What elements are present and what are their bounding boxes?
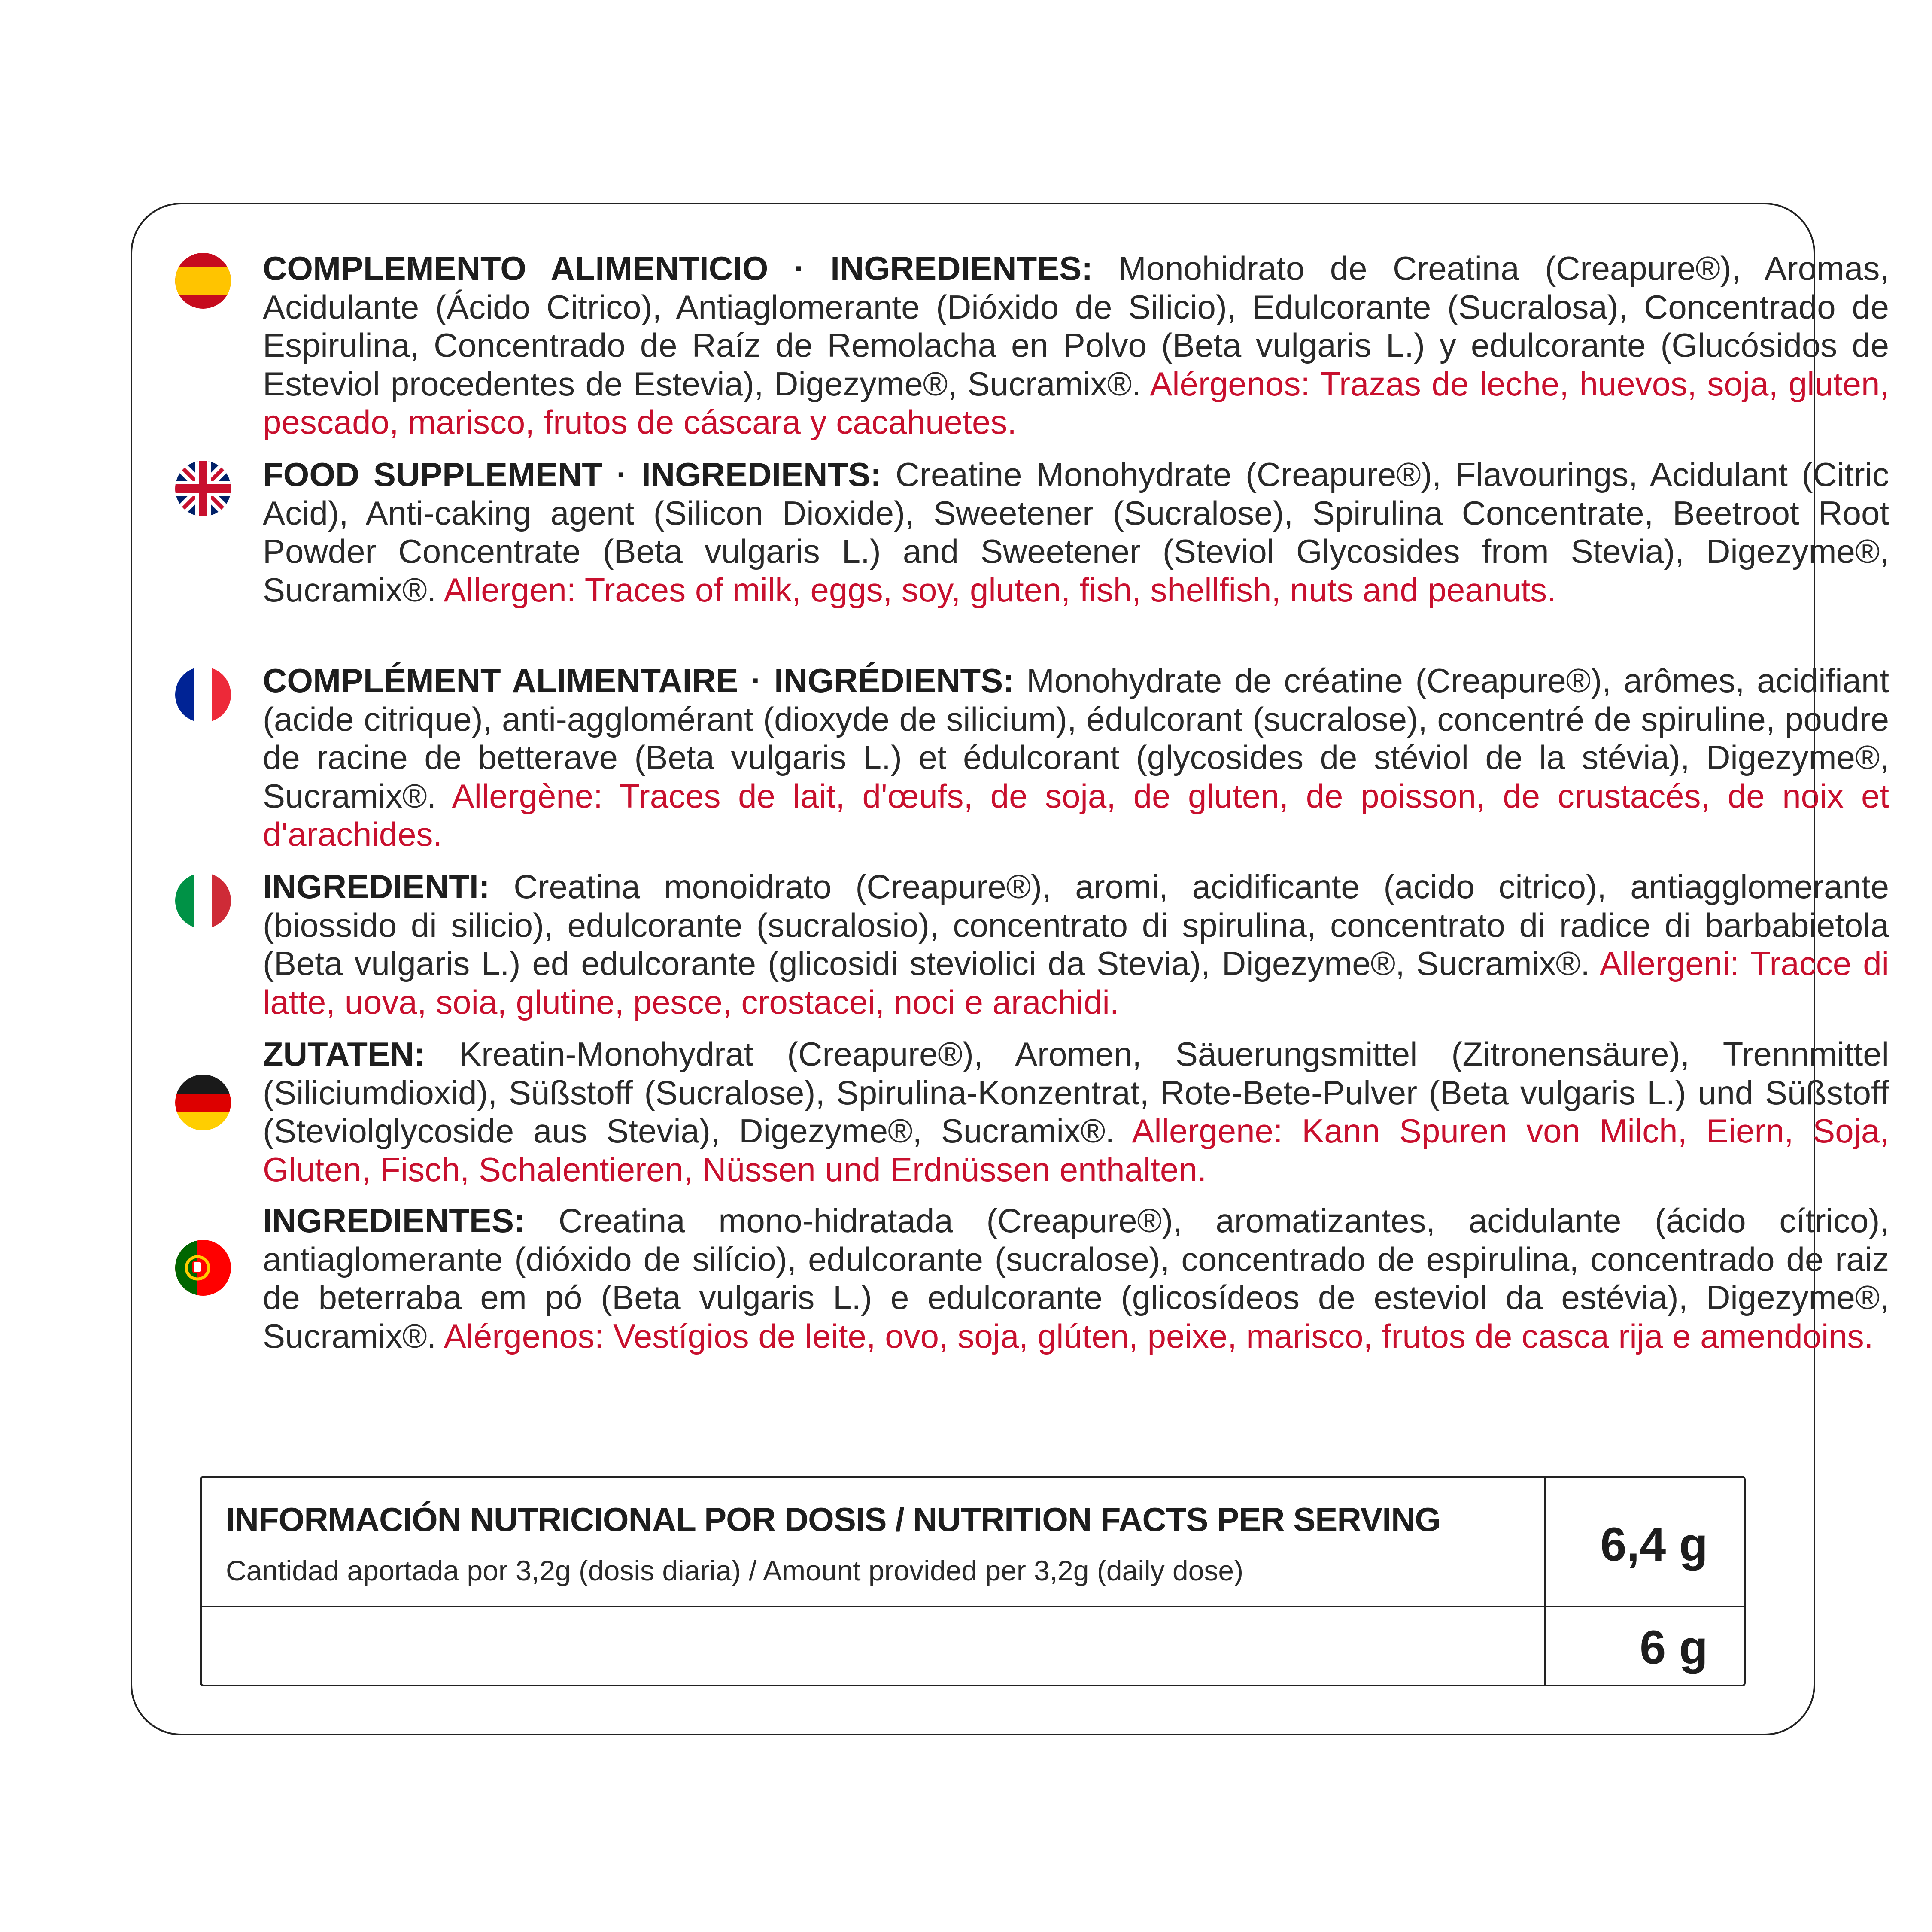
section-heading: FOOD SUPPLEMENT · INGREDIENTS: [263, 456, 882, 493]
germany-flag-icon [175, 1075, 231, 1130]
nutrition-facts-table [200, 1476, 1746, 1686]
allergen-text: Allergeni: Tracce di latte, uova, soia, glutine, pesce, crostacei, noci e arachidi. [263, 945, 1889, 1021]
section-text: Creatine Monohydrate (Creapure®), Flavourings, Acidulant (Citric Acid), Anti-caking agent (Silicon Dioxide), Sweetener (Sucralose), Spirulina Concentrate, Beetroot Root Powder Concentrate (Beta vulgaris L.) and Sweetener (Steviol Glycosides from Stevia), Digezyme®, Sucramix®. [263, 456, 1889, 609]
section-text: Creatina mono-hidratada (Creapure®), aromatizantes, acidulante (ácido cítrico), antiaglomerante (dióxido de silício), edulcorante (sucralose), concentrado de espirulina, concentrado de raiz de beterraba em pó (Beta vulgaris L.) e edulcorante (glicosídeos de esteviol da estévia), Digezyme®, Sucramix®. [263, 1202, 1889, 1355]
section-text: Kreatin-Monohydrat (Creapure®), Aromen, Säuerungsmittel (Zitronensäure), Trennmittel (Siliciumdioxid), Süßstoff (Sucralose), Spirulina-Konzentrat, Rote-Bete-Pulver (Beta vulgaris L.) und Süßstoff (Steviolglycoside aus Stevia), Digezyme®, Sucramix®. [263, 1035, 1889, 1150]
italy-flag-icon [175, 873, 231, 929]
section-heading: COMPLÉMENT ALIMENTAIRE · INGRÉDIENTS: [263, 662, 1015, 699]
section-text: Creatina monoidrato (Creapure®), aromi, acidificante (acido citrico), antiagglomerante (biossido di silicio), edulcorante (sucralosio), concentrato di spirulina, concentrato di radice di barbabietola (Beta vulgaris L.) ed edulcorante (glicosidi steviolici da Stevia), Digezyme®, Sucramix®. [263, 868, 1889, 982]
uk-flag-icon [175, 461, 231, 516]
allergen-text: Alérgenos: Trazas de leche, huevos, soja, gluten, pescado, marisco, frutos de cáscara y cacahuetes. [263, 365, 1889, 441]
ingredients-section-es [263, 249, 1889, 442]
nutrition-value-creatine: 6 g [1640, 1621, 1708, 1674]
nutrition-subtitle: Cantidad aportada por 3,2g (dosis diaria) / Amount provided per 3,2g (daily dose) [226, 1555, 1244, 1586]
table-row-divider [202, 1606, 1744, 1607]
ingredients-section-fr [263, 662, 1889, 854]
nutrition-value-serving: 6,4 g [1600, 1518, 1708, 1571]
allergen-text: Allergene: Kann Spuren von Milch, Eiern, Soja, Gluten, Fisch, Schalentieren, Nüssen und Erdnüssen enthalten. [263, 1112, 1889, 1188]
ingredients-section-en [263, 456, 1889, 609]
table-column-divider [1544, 1478, 1546, 1685]
section-heading: COMPLEMENTO ALIMENTICIO · INGREDIENTES: [263, 249, 1093, 287]
section-heading: INGREDIENTI: [263, 868, 490, 905]
section-heading: INGREDIENTES: [263, 1202, 526, 1239]
section-text: Monohydrate de créatine (Creapure®), arômes, acidifiant (acide citrique), anti-agglomérant (dioxyde de silicium), édulcorant (sucralose), concentré de spiruline, poudre de racine de betterave (Beta vulgaris L.) et édulcorant (glycosides de stéviol de la stévia), Digezyme®, Sucramix®. [263, 662, 1889, 815]
allergen-text: Allergène: Traces de lait, d'œufs, de soja, de gluten, de poisson, de crustacés, de noix et d'arachides. [263, 777, 1889, 853]
nutrition-title: INFORMACIÓN NUTRICIONAL POR DOSIS / NUTRITION FACTS PER SERVING [226, 1501, 1440, 1538]
france-flag-icon [175, 667, 231, 723]
ingredients-label-card [131, 203, 1889, 1735]
ingredients-section-de [263, 1035, 1889, 1189]
section-heading: ZUTATEN: [263, 1035, 425, 1073]
ingredients-section-pt [263, 1202, 1889, 1355]
allergen-text: Allergen: Traces of milk, eggs, soy, gluten, fish, shellfish, nuts and peanuts. [444, 571, 1556, 609]
portugal-flag-icon [175, 1240, 231, 1296]
allergen-text: Alérgenos: Vestígios de leite, ovo, soja, glúten, peixe, marisco, frutos de casca rija e amendoins. [444, 1317, 1874, 1355]
ingredients-section-it [263, 868, 1889, 1021]
section-text: Monohidrato de Creatina (Creapure®), Aromas, Acidulante (Ácido Citrico), Antiaglomerante (Dióxido de Silicio), Edulcorante (Sucralosa), Concentrado de Espirulina, Concentrado de Raíz de Remolacha en Polvo (Beta vulgaris L.) y edulcorante (Glucósidos de Esteviol procedentes de Estevia), Digezyme®, Sucramix®. [263, 249, 1889, 403]
spain-flag-icon [175, 253, 231, 309]
